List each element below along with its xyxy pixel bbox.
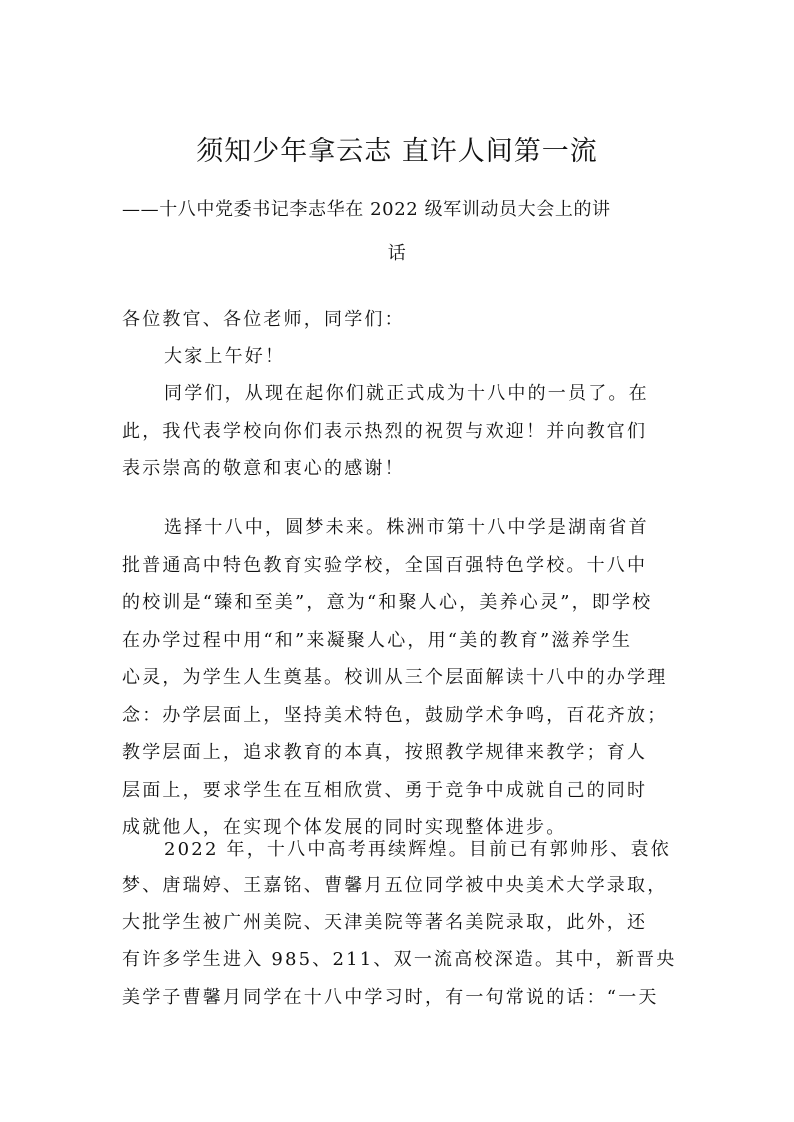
paragraph-line: 念：办学层面上，坚持美术特色，鼓励学术争鸣，百花齐放；	[122, 705, 668, 726]
paragraph-line: 美学子曹馨月同学在十八中学习时，有一句常说的话：“一天	[122, 987, 659, 1008]
greeting: 大家上午好！	[164, 346, 286, 367]
document-title: 须知少年拿云志 直许人间第一流	[196, 136, 598, 167]
paragraph-line: 成就他人，在实现个体发展的同时实现整体进步。	[122, 817, 567, 838]
subtitle-line-2: 话	[387, 243, 407, 264]
paragraph-line: 批普通高中特色教育实验学校，全国百强特色学校。十八中	[122, 555, 648, 576]
paragraph-line: 心灵，为学生人生奠基。校训从三个层面解读十八中的办学理	[122, 667, 668, 688]
paragraph-line: 大批学生被广州美院、天津美院等著名美院录取，此外，还	[122, 912, 648, 933]
paragraph-line: 此，我代表学校向你们表示热烈的祝贺与欢迎！并向教官们	[122, 421, 648, 442]
paragraph-line: 教学层面上，追求教育的本真，按照教学规律来教学；育人	[122, 742, 648, 763]
paragraph-line: 有许多学生进入 985、211、双一流高校深造。其中，新晋央	[122, 949, 677, 970]
paragraph-line: 梦、唐瑞婷、王嘉铭、曹馨月五位同学被中央美术大学录取，	[122, 875, 668, 896]
paragraph-line: 在办学过程中用“和”来凝聚人心，用“美的教育”滋养学生	[122, 630, 633, 651]
paragraph-line: 同学们，从现在起你们就正式成为十八中的一员了。在	[164, 383, 649, 404]
paragraph-line: 2022 年，十八中高考再续辉煌。目前已有郭帅彤、袁依	[164, 839, 671, 860]
paragraph-line: 层面上，要求学生在互相欣赏、勇于竞争中成就自己的同时	[122, 780, 648, 801]
subtitle-line-1: ——十八中党委书记李志华在 2022 级军训动员大会上的讲	[122, 199, 611, 220]
salutation: 各位教官、各位老师，同学们：	[122, 309, 405, 330]
paragraph-line: 选择十八中，圆梦未来。株洲市第十八中学是湖南省首	[164, 517, 649, 538]
paragraph-line: 的校训是“臻和至美”，意为“和聚人心，美养心灵”，即学校	[122, 592, 653, 613]
paragraph-line: 表示崇高的敬意和衷心的感谢！	[122, 458, 405, 479]
